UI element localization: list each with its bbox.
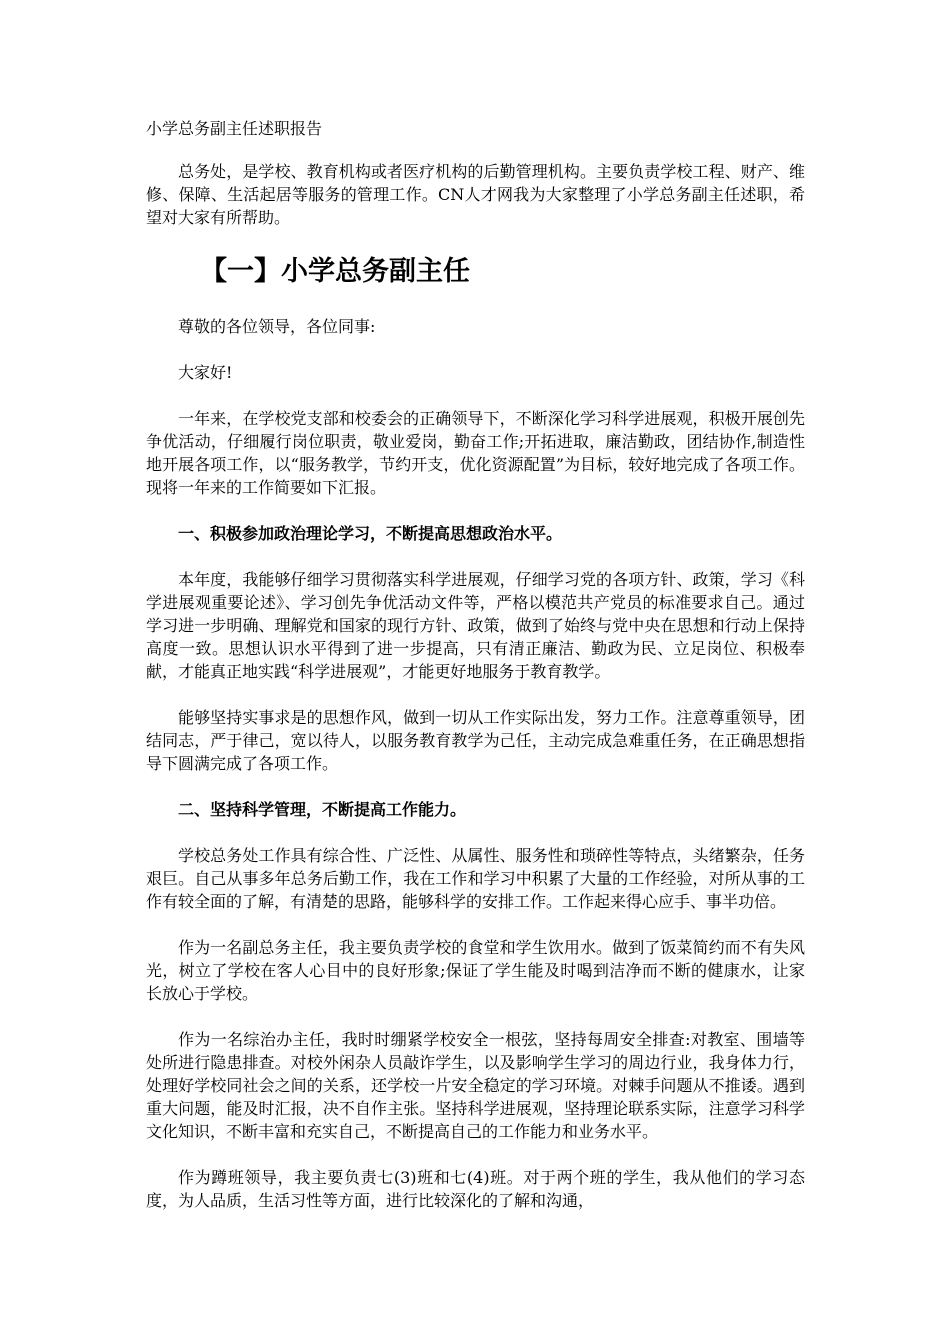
opening-paragraph: 一年来，在学校党支部和校委会的正确领导下，不断深化学习科学进展观，积极开展创先争优活动，仔细履行岗位职责，敬业爱岗，勤奋工作;开拓进取，廉洁勤政，团结协作,制造性地开展各项工作，以“服务教学，节约开支，优化资源配置”为目标，较好地完成了各项工作。现将一年来的工作简要如下汇报。 (146, 409, 805, 497)
section2-paragraph-1: 学校总务处工作具有综合性、广泛性、从属性、服务性和琐碎性等特点，头绪繁杂，任务艰巨。自己从事多年总务后勤工作，我在工作和学习中积累了大量的工作经验，对所从事的工作有较全面的了解，有清楚的思路，能够科学的安排工作。工作起来得心应手、事半功倍。 (146, 846, 805, 911)
salutation: 尊敬的各位领导，各位同事: (178, 317, 376, 336)
greeting: 大家好! (178, 363, 233, 382)
section1-paragraph-1: 本年度，我能够仔细学习贯彻落实科学进展观，仔细学习党的各项方针、政策，学习《科学进展观重要论述》、学习创先争优活动文件等，严格以模范共产党员的标准要求自己。通过学习进一步明确、理解党和国家的现行方针、政策，做到了始终与党中央在思想和行动上保持高度一致。思想认识水平得到了进一步提高，只有清正廉洁、勤政为民、立足岗位、积极奉献，才能真正地实践“科学进展观”，才能更好地服务于教育教学。 (146, 570, 805, 681)
section2-paragraph-2: 作为一名副总务主任，我主要负责学校的食堂和学生饮用水。做到了饭菜简约而不有失风光，树立了学校在客人心目中的良好形象;保证了学生能及时喝到洁净而不断的健康水，让家长放心于学校。 (146, 938, 805, 1003)
document-body (146, 160, 805, 1235)
intro-paragraph: 总务处，是学校、教育机构或者医疗机构的后勤管理机构。主要负责学校工程、财产、维修、保障、生活起居等服务的管理工作。CN人才网我为大家整理了小学总务副主任述职，希望对大家有所帮助。 (146, 162, 805, 227)
main-heading: 【一】小学总务副主任 (200, 256, 470, 287)
section2-paragraph-4: 作为蹲班领导，我主要负责七(3)班和七(4)班。对于两个班的学生，我从他们的学习态度，为人品质，生活习性等方面，进行比较深化的了解和沟通， (146, 1168, 805, 1210)
section2-heading: 二、坚持科学管理，不断提高工作能力。 (178, 800, 467, 819)
section1-heading: 一、积极参加政治理论学习，不断提高思想政治水平。 (178, 524, 563, 543)
section1-paragraph-2: 能够坚持实事求是的思想作风，做到一切从工作实际出发，努力工作。注意尊重领导，团结同志，严于律己，宽以待人，以服务教育教学为己任，主动完成急难重任务，在正确思想指导下圆满完成了各项工作。 (146, 708, 805, 773)
document-title: 小学总务副主任述职报告 (146, 119, 323, 138)
section2-paragraph-3: 作为一名综治办主任，我时时绷紧学校安全一根弦，坚持每周安全排查:对教室、围墙等处所进行隐患排查。对校外闲杂人员敲诈学生，以及影响学生学习的周边行业，我身体力行，处理好学校同社会之间的关系，还学校一片安全稳定的学习环境。对棘手问题从不推诿。遇到重大问题，能及时汇报，决不自作主张。坚持科学进展观，坚持理论联系实际，注意学习科学文化知识，不断丰富和充实自己，不断提高自己的工作能力和业务水平。 (146, 1030, 805, 1141)
